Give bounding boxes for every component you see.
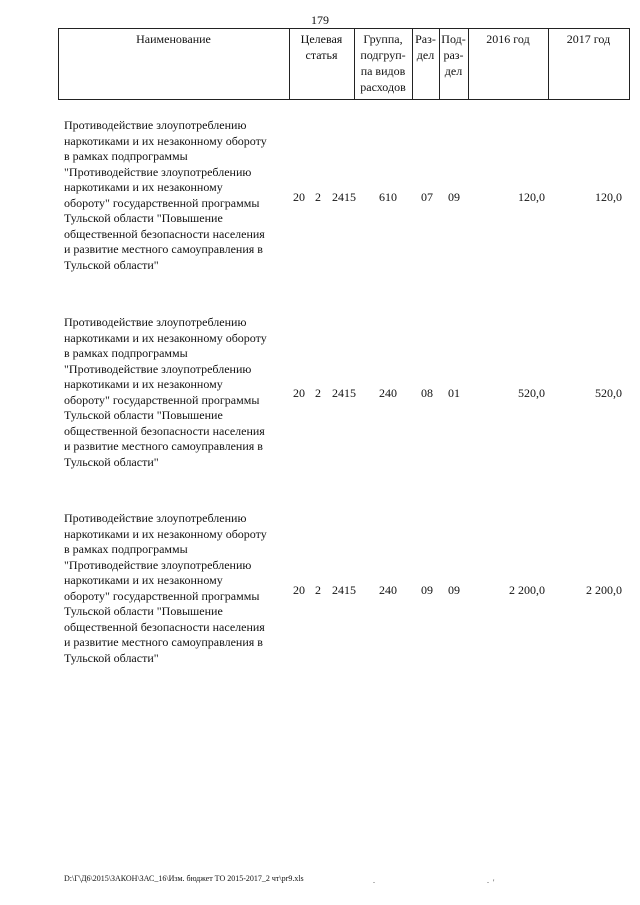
target-article-part1: 20 xyxy=(293,190,305,204)
header-section: Раз- дел xyxy=(415,32,436,62)
row-description: Противодействие злоупотреблению наркотиками и их незаконному обороту в рамках подпрограммы "Противодействие злоупотреблению наркотиками и их незаконному обороту" государственной программы Тульской области "Повышение общественной безопасности населения и развитие местного самоуправления в Тульской области" xyxy=(64,511,267,665)
amount-2016: 2 200,0 xyxy=(509,583,545,597)
target-article-part2: 2 xyxy=(315,583,321,597)
scan-speck: . xyxy=(373,876,375,885)
expense-group: 610 xyxy=(379,190,397,204)
subsection-code: 09 xyxy=(448,583,460,597)
target-article-part2: 2 xyxy=(315,190,321,204)
header-subsection: Под- раз- дел xyxy=(441,32,466,78)
target-article-part1: 20 xyxy=(293,386,305,400)
header-target-article: Целевая статья xyxy=(300,32,343,62)
row-description: Противодействие злоупотреблению наркотиками и их незаконному обороту в рамках подпрограммы "Противодействие злоупотреблению наркотиками и их незаконному обороту" государственной программы Тульской области "Повышение общественной безопасности населения и развитие местного самоуправления в Тульской области" xyxy=(64,315,267,469)
amount-2017: 520,0 xyxy=(595,386,622,400)
scan-speck: ' xyxy=(493,878,495,887)
amount-2016: 520,0 xyxy=(518,386,545,400)
scan-speck: . xyxy=(487,876,489,885)
amount-2016: 120,0 xyxy=(518,190,545,204)
section-code: 09 xyxy=(421,583,433,597)
header-name: Наименование xyxy=(136,32,211,46)
target-article-part3: 2415 xyxy=(332,386,356,400)
target-article-part3: 2415 xyxy=(332,583,356,597)
subsection-code: 09 xyxy=(448,190,460,204)
section-code: 07 xyxy=(421,190,433,204)
expense-group: 240 xyxy=(379,583,397,597)
target-article-part1: 20 xyxy=(293,583,305,597)
header-year-2016: 2016 год xyxy=(486,32,530,46)
column-divider xyxy=(629,29,630,99)
target-article-part3: 2415 xyxy=(332,190,356,204)
target-article-part2: 2 xyxy=(315,386,321,400)
table-header xyxy=(58,28,630,100)
file-path-footer: D:\Г\Д6\2015\ЗАКОН\ЗАС_16\Изм. бюджет ТО 2015-2017_2 чт\pr9.xls xyxy=(64,874,304,883)
section-code: 08 xyxy=(421,386,433,400)
expense-group: 240 xyxy=(379,386,397,400)
amount-2017: 120,0 xyxy=(595,190,622,204)
row-description: Противодействие злоупотреблению наркотиками и их незаконному обороту в рамках подпрограммы "Противодействие злоупотреблению наркотиками и их незаконному обороту" государственной программы Тульской области "Повышение общественной безопасности населения и развитие местного самоуправления в Тульской области" xyxy=(64,118,267,272)
header-group: Группа, подгруп- па видов расходов xyxy=(360,32,406,94)
header-year-2017: 2017 год xyxy=(566,32,611,46)
subsection-code: 01 xyxy=(448,386,460,400)
amount-2017: 2 200,0 xyxy=(586,583,622,597)
page-number: 179 xyxy=(311,13,329,27)
